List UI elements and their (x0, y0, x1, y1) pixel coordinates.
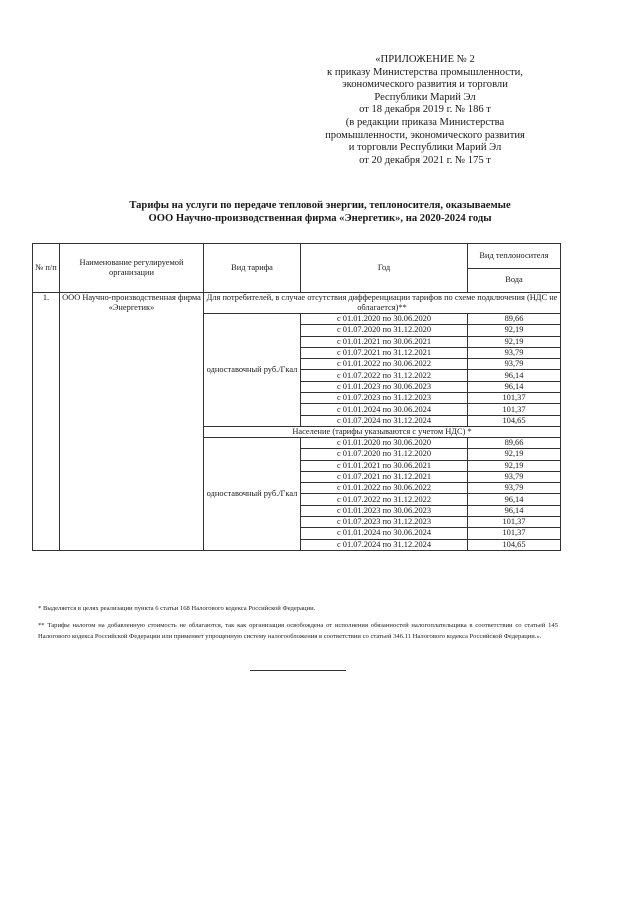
tariff-period: с 01.01.2022 по 30.06.2022 (301, 483, 468, 494)
appendix-line: «ПРИЛОЖЕНИЕ № 2 (375, 54, 475, 65)
tariff-period: с 01.01.2023 по 30.06.2023 (301, 381, 468, 392)
tariff-value: 96,14 (468, 505, 561, 516)
appendix-line: промышленности, экономического развития (325, 129, 525, 141)
tariff-table (32, 243, 561, 551)
tariff-value: 104,65 (468, 415, 561, 426)
title-line: ООО Научно-производственная фирма «Энергетик», на 2020-2024 годы (148, 213, 492, 224)
tariff-value: 96,14 (468, 370, 561, 381)
appendix-line: к приказу Министерства промышленности, (327, 66, 523, 78)
row-number: 1. (33, 293, 60, 551)
tariff-value: 101,37 (468, 517, 561, 528)
tariff-period: с 01.07.2023 по 31.12.2023 (301, 517, 468, 528)
tariff-kind: одноставочный руб./Гкал (204, 314, 301, 427)
organization-name: ООО Научно-производственная фирма «Энергетик» (60, 293, 204, 551)
tariff-period: с 01.07.2022 по 31.12.2022 (301, 494, 468, 505)
group-heading: Население (тарифы указываются с учетом НДС) * (204, 426, 561, 437)
appendix-line: и торговли Республики Марий Эл (348, 142, 502, 154)
tariff-value: 93,79 (468, 471, 561, 482)
appendix-line: от 20 декабря 2021 г. № 175 т (359, 154, 491, 166)
tariff-value: 101,37 (468, 393, 561, 404)
tariff-period: с 01.07.2024 по 31.12.2024 (301, 415, 468, 426)
tariff-period: с 01.07.2020 по 31.12.2020 (301, 325, 468, 336)
tariff-period: с 01.07.2020 по 31.12.2020 (301, 449, 468, 460)
header-year: Год (301, 244, 468, 293)
footnote-vat-included: * Выделяется в целях реализации пункта 6 статьи 168 Налогового кодекса Российской Федерации. (38, 605, 316, 612)
document-title (60, 199, 580, 225)
header-water: Вода (468, 268, 561, 293)
tariff-table-body (33, 293, 561, 551)
tariff-value: 92,19 (468, 449, 561, 460)
tariff-value: 104,65 (468, 539, 561, 550)
tariff-period: с 01.01.2021 по 30.06.2021 (301, 336, 468, 347)
tariff-value: 92,19 (468, 325, 561, 336)
footnote-vat-exempt: ** Тарифы налогом на добавленную стоимость не облагаются, так как организация освобождена от исполнения обязанностей налогоплательщика в соответствии со статьей 145 Налогового кодекса Российской Федерации или применяет упрощенную систему налогообложения в соответствии со статьей 346.11 Налогового кодекса Российской Федерации.». (38, 622, 558, 640)
tariff-value: 93,79 (468, 483, 561, 494)
tariff-value: 93,79 (468, 359, 561, 370)
tariff-value: 96,14 (468, 381, 561, 392)
tariff-value: 89,66 (468, 437, 561, 448)
closing-line (250, 670, 346, 671)
appendix-header (300, 54, 550, 167)
appendix-line: (в редакции приказа Министерства (345, 116, 505, 128)
tariff-value: 96,14 (468, 494, 561, 505)
tariff-value: 101,37 (468, 528, 561, 539)
tariff-value: 101,37 (468, 404, 561, 415)
header-organization: Наименование регулируемой организации (60, 244, 204, 293)
appendix-line: Республики Марий Эл (374, 91, 476, 103)
tariff-period: с 01.01.2024 по 30.06.2024 (301, 528, 468, 539)
tariff-period: с 01.07.2022 по 31.12.2022 (301, 370, 468, 381)
header-carrier-type: Вид теплоносителя (468, 244, 561, 269)
tariff-period: с 01.01.2022 по 30.06.2022 (301, 359, 468, 370)
tariff-value: 93,79 (468, 347, 561, 358)
title-line: Тарифы на услуги по передаче тепловой энергии, теплоносителя, оказываемые (129, 200, 511, 211)
appendix-line: от 18 декабря 2019 г. № 186 т (359, 104, 491, 116)
footnotes (38, 603, 558, 642)
tariff-value: 92,19 (468, 460, 561, 471)
tariff-period: с 01.01.2021 по 30.06.2021 (301, 460, 468, 471)
tariff-period: с 01.01.2020 по 30.06.2020 (301, 314, 468, 325)
tariff-value: 89,66 (468, 314, 561, 325)
appendix-line: экономического развития и торговли (342, 79, 508, 91)
tariff-period: с 01.07.2023 по 31.12.2023 (301, 393, 468, 404)
group-heading: Для потребителей, в случае отсутствия дифференциации тарифов по схеме подключения (НДС не облагается)** (204, 293, 561, 314)
header-tariff-kind: Вид тарифа (204, 244, 301, 293)
tariff-period: с 01.07.2024 по 31.12.2024 (301, 539, 468, 550)
tariff-period: с 01.07.2021 по 31.12.2021 (301, 471, 468, 482)
tariff-period: с 01.01.2024 по 30.06.2024 (301, 404, 468, 415)
tariff-period: с 01.01.2020 по 30.06.2020 (301, 437, 468, 448)
tariff-value: 92,19 (468, 336, 561, 347)
header-number: № п/п (33, 244, 60, 293)
tariff-period: с 01.07.2021 по 31.12.2021 (301, 347, 468, 358)
tariff-period: с 01.01.2023 по 30.06.2023 (301, 505, 468, 516)
tariff-kind: одноставочный руб./Гкал (204, 437, 301, 550)
